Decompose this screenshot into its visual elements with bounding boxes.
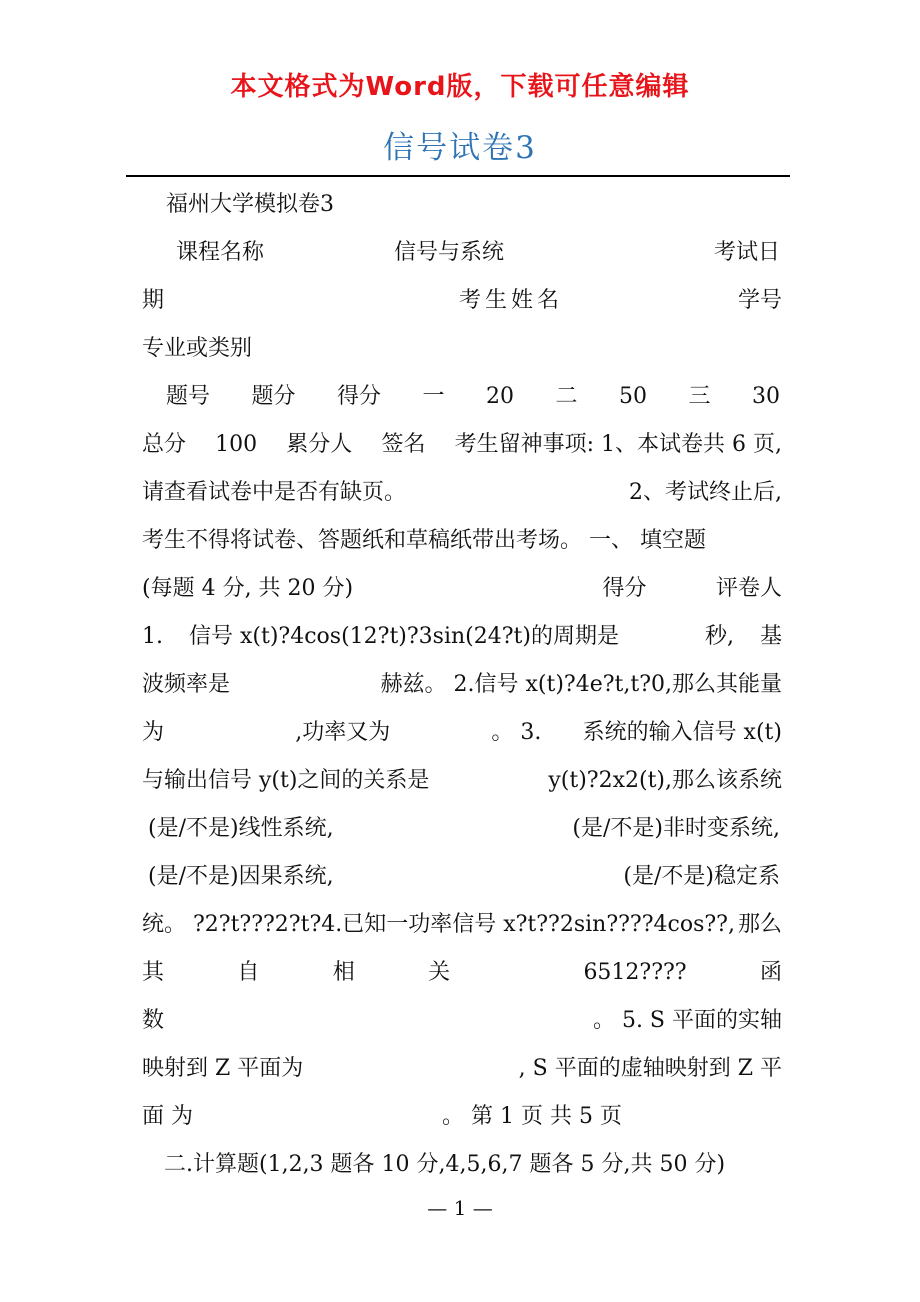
word-zi: 自: [237, 960, 260, 985]
score-label-2: 得分: [602, 576, 647, 601]
notice-line-2: [142, 478, 782, 508]
section-3-points: 30: [751, 384, 780, 409]
question-3-no: 。 3.: [491, 720, 542, 745]
stable-option: (是/不是)稳定系: [623, 864, 780, 889]
question-1-cont: 基: [759, 624, 782, 649]
question-3-relation: 与输出信号 y(t)之间的关系是: [142, 768, 430, 793]
question-3-line-4: [148, 862, 780, 892]
question-5-text: 。 5. S 平面的实轴: [592, 1008, 782, 1033]
question-2-text: 赫兹。 2.信号 x(t)?4e?t,t?0,那么其能量: [380, 672, 782, 697]
course-line: [176, 238, 780, 268]
question-4-cont: 那么: [737, 912, 782, 937]
question-1-unit: 秒,: [704, 624, 734, 649]
question-1-text: 信号 x(t)?4cos(12?t)?3sin(24?t)的周期是: [189, 624, 619, 649]
grader-label: 累分人: [286, 432, 353, 457]
notice-1-cont: 请查看试卷中是否有缺页。: [142, 480, 407, 505]
section-2-points: 50: [618, 384, 647, 409]
word-qi: 其: [142, 960, 165, 985]
question-5-line: [142, 1006, 782, 1036]
section-1: 一: [422, 384, 445, 409]
total-line: [142, 430, 782, 460]
question-5-imag-axis: , S 平面的虚轴映射到 Z 平: [518, 1056, 782, 1081]
grader-label-2: 评卷人: [715, 576, 782, 601]
exam-heading: 福州大学模拟卷3: [166, 192, 334, 217]
word-han: 函: [759, 960, 782, 985]
section-2-heading: 二.计算题(1,2,3 题各 10 分,4,5,6,7 题各 5 分,共 50 分): [164, 1152, 726, 1177]
signature-label: 签名: [381, 432, 426, 457]
linear-option: (是/不是)线性系统,: [148, 816, 334, 841]
time-invariant-option: (是/不是)非时变系统,: [572, 816, 780, 841]
total-points: 100: [215, 432, 258, 457]
question-5-real-axis: 映射到 Z 平面为: [142, 1056, 304, 1081]
section-3: 三: [688, 384, 711, 409]
section-1-points-note: (每题 4 分, 共 20 分): [142, 576, 354, 601]
question-3-text: 系统的输入信号 x(t): [582, 720, 782, 745]
points-label: 题分: [251, 384, 296, 409]
question-3-equation: y(t)?2x2(t),那么该系统: [548, 768, 782, 793]
word-guan: 关: [428, 960, 451, 985]
title-rule: [126, 175, 790, 177]
question-5-line-3: [142, 1102, 782, 1132]
question-2-power: ,功率又为: [295, 720, 391, 745]
student-name-label: 考生姓名: [458, 288, 563, 313]
notice-line-3: 考生不得将试卷、答题纸和草稿纸带出考场。 一、 填空题: [142, 528, 706, 553]
word-shu: 数: [142, 1008, 165, 1033]
question-5-line-2: [142, 1054, 782, 1084]
course-label: 课程名称: [176, 240, 265, 265]
question-1-no: 1.: [142, 624, 163, 649]
question-2-line: [142, 670, 782, 700]
score-table-header: [166, 382, 780, 412]
causal-option: (是/不是)因果系统,: [148, 864, 334, 889]
download-banner: 本文格式为Word版，下载可任意编辑: [230, 72, 690, 102]
question-5-end: 面 为: [142, 1104, 193, 1129]
page-footer-inline: 。 第 1 页 共 5 页: [442, 1104, 622, 1129]
section-1-header: [142, 574, 782, 604]
question-1-line: [142, 622, 782, 652]
page-number: — 1 —: [427, 1196, 493, 1220]
section-2: 二: [555, 384, 578, 409]
question-4-line-2: [142, 958, 782, 988]
question-2-energy-blank: 为: [142, 720, 165, 745]
score-label: 得分: [337, 384, 382, 409]
document-title: 信号试卷3: [383, 130, 537, 166]
date-label-cont: 期: [142, 288, 165, 313]
question-3-line-3: [148, 814, 780, 844]
section-1-points: 20: [486, 384, 514, 409]
course-name: 信号与系统: [393, 240, 504, 265]
question-no-label: 题号: [166, 384, 211, 409]
exam-date-label: 考试日: [713, 240, 780, 265]
student-line: [142, 286, 782, 316]
question-3-line-2: [142, 766, 782, 796]
student-id-label: 学号: [737, 288, 782, 313]
total-label: 总分: [142, 432, 187, 457]
major-label: 专业或类别: [142, 336, 253, 361]
question-4-text: 统。 ?2?t???2?t?4.已知一功率信号 x?t??2sin????4cos??,: [142, 912, 735, 937]
notice-2: 2、考试终止后,: [629, 480, 782, 505]
notice-1: 考生留神事项: 1、本试卷共 6 页,: [454, 432, 782, 457]
question-1-text-2: 波频率是: [142, 672, 231, 697]
question-3-line: [142, 718, 782, 748]
word-xiang: 相: [332, 960, 355, 985]
question-4-line: [142, 910, 782, 940]
question-4-fragment: 6512????: [583, 960, 687, 985]
